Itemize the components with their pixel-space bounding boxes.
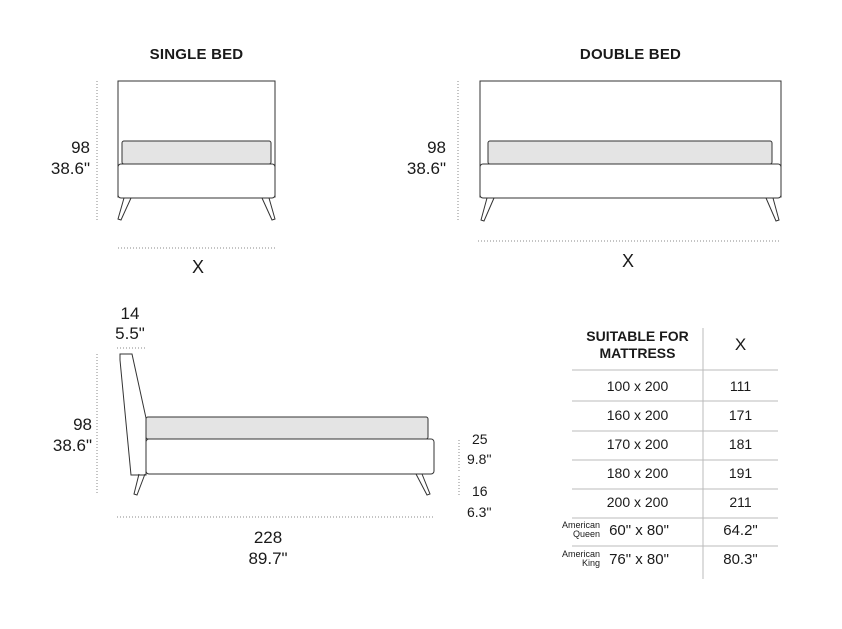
double-bed-title: DOUBLE BED [579,46,682,63]
mattress-size: 76" x 80" [609,551,669,568]
double-bed-leg-right [766,198,779,221]
single-bed-title: SINGLE BED [149,46,244,63]
side-leg-left [134,474,145,495]
mattress-size: 160 x 200 [606,407,669,423]
double-bed-frame [480,164,781,198]
side-mattress [146,417,428,439]
side-height-cm: 98 [73,415,92,434]
single-bed-leg-left [118,198,131,220]
double-bed-width-label: X [621,251,634,271]
table-row-x: 211 [729,494,752,510]
prefix-queen: Queen [572,529,600,539]
mattress-table [561,328,778,580]
table-row-x: 191 [728,465,753,481]
side-headboard [120,354,146,475]
table-header-line1: SUITABLE FOR [586,328,689,344]
prefix-american: American [561,520,600,530]
prefix-king: King [581,558,600,568]
mattress-size: 100 x 200 [606,378,669,394]
mattress-size: 200 x 200 [606,494,669,510]
double-bed-height-cm: 98 [427,138,446,157]
table-row [572,407,703,423]
single-bed-mattress [122,141,271,164]
frame-height-in: 9.8" [467,451,492,467]
side-leg-right [416,474,430,495]
table-row [572,378,703,394]
length-in: 89.7" [248,549,288,568]
table-row [572,494,703,510]
frame-height-cm: 25 [472,431,488,447]
table-header-mattress [572,328,703,362]
mattress-size: 180 x 200 [606,465,669,481]
side-view-drawing [120,354,434,495]
double-bed-height-in: 38.6" [406,159,446,178]
double-bed-mattress [488,141,772,164]
table-header-line2: MATTRESS [599,345,676,361]
headboard-thickness-in: 5.5" [115,324,145,343]
single-bed-frame [118,164,275,198]
single-bed-width-label: X [191,257,204,277]
leg-height-cm: 16 [472,483,488,499]
side-height-in: 38.6" [52,436,92,455]
headboard-thickness-cm: 14 [120,304,140,323]
double-bed-leg-left [481,198,494,221]
table-row-prefix [550,521,600,539]
table-row-x: 111 [729,378,752,394]
table-row [572,436,703,452]
length-cm: 228 [253,528,283,547]
single-bed-height-cm: 98 [71,138,90,157]
double-bed-front-view [480,81,781,221]
single-bed-leg-right [262,198,275,220]
table-row-x: 80.3" [723,551,758,568]
single-bed-front-view [118,81,275,220]
single-bed-height-in: 38.6" [50,159,90,178]
mattress-size: 60" x 80" [609,522,669,539]
prefix-american: American [561,549,600,559]
table-header-x: X [734,335,747,354]
leg-height-in: 6.3" [467,504,492,520]
table-row-x: 64.2" [723,522,758,539]
mattress-size: 170 x 200 [606,436,669,452]
table-row-x: 181 [728,436,753,452]
table-row [572,465,703,481]
side-frame [146,439,434,474]
table-row-prefix [550,550,600,568]
table-row-x: 171 [728,407,753,423]
